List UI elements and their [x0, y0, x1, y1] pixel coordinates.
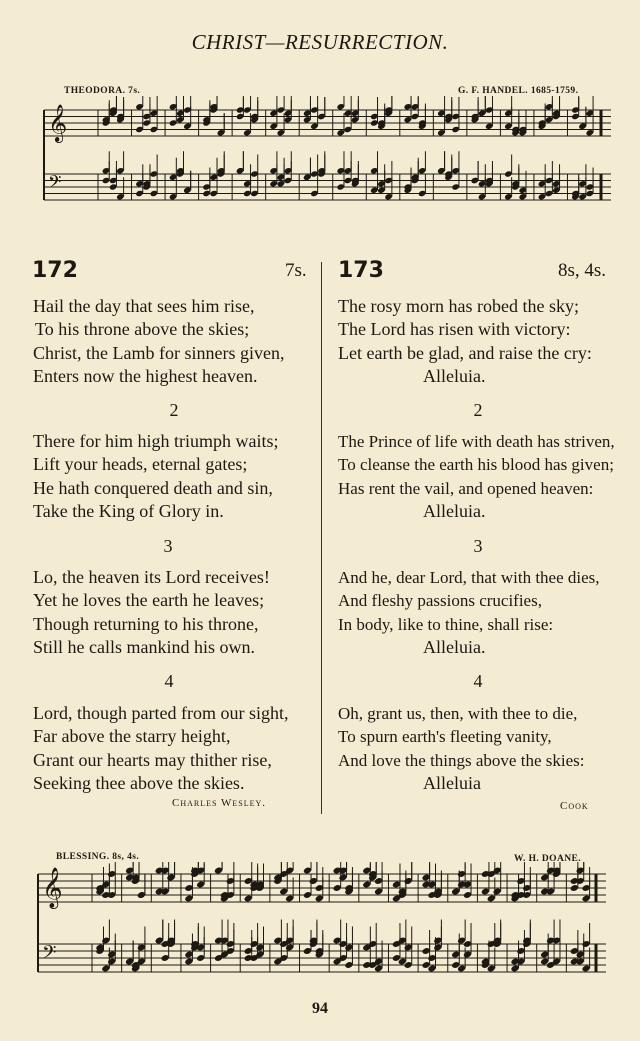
verse-line: Oh, grant us, then, with thee to die, — [338, 704, 578, 723]
meter-172: 7s. — [285, 260, 307, 281]
verse-line: And fleshy passions crucifies, — [338, 591, 542, 611]
page-number: 94 — [312, 1000, 328, 1017]
author-173: Cook — [560, 800, 589, 812]
verse-line: In body, like to thine, shall rise: — [338, 614, 554, 634]
score-top-svg — [40, 96, 615, 216]
verse-line: Lo, the heaven its Lord receives! — [33, 567, 270, 587]
meter-173: 8s, 4s. — [558, 260, 607, 281]
verse-line: He hath conquered death and sin, — [33, 477, 273, 498]
verse-line: Christ, the Lamb for sinners given, — [33, 342, 285, 363]
composer-bottom: W. H. DOANE. — [514, 854, 581, 864]
verse-line: Alleluia. — [423, 500, 486, 521]
verse-line: And he, dear Lord, that with thee dies, — [338, 568, 600, 587]
tune-name-bottom: BLESSING. 8s, 4s. — [56, 852, 140, 862]
stanza-number: 2 — [473, 400, 483, 420]
treble-clef-icon: 𝄞 — [42, 868, 63, 909]
author-172: Charles Wesley. — [172, 797, 267, 809]
hymn-173-stanza-3 — [338, 566, 600, 659]
verse-line: Lift your heads, eternal gates; — [33, 454, 248, 475]
verse-line: Hail the day that sees him rise, — [33, 296, 255, 316]
verse-line: Though returning to his throne, — [33, 613, 259, 634]
hymn-172-stanza-1 — [33, 295, 284, 388]
verse-line: Has rent the vail, and opened heaven: — [338, 478, 594, 498]
verse-line: Alleluia. — [423, 365, 486, 386]
verse-line: The Lord has risen with victory: — [338, 319, 571, 340]
verse-line: Still he calls mankind his own. — [33, 636, 255, 657]
stanza-number: 3 — [163, 536, 173, 556]
music-score-bottom — [34, 862, 610, 990]
verse-line: To spurn earth's fleeting vanity, — [338, 727, 552, 747]
stanza-number: 4 — [164, 671, 174, 691]
treble-clef-icon: 𝄞 — [48, 103, 68, 142]
score-bottom-svg — [34, 862, 610, 990]
verse-line: The rosy morn has robed the sky; — [338, 296, 579, 316]
bass-clef-icon: 𝄢 — [42, 942, 57, 969]
verse-line: Seeking thee above the skies. — [33, 772, 245, 793]
verse-line: Let earth be glad, and raise the cry: — [338, 342, 592, 363]
verse-line: There for him high triumph waits; — [33, 431, 279, 451]
verse-line: Take the King of Glory in. — [33, 500, 224, 521]
verse-line: Lord, though parted from our sight, — [33, 703, 289, 723]
verse-line: The Prince of life with death has striven, — [338, 432, 615, 451]
bass-clef-icon: 𝄢 — [48, 171, 62, 196]
stanza-number: 3 — [473, 536, 483, 556]
hymn-number-172: 172 — [32, 258, 78, 283]
hymn-172-stanza-4 — [33, 702, 288, 795]
tune-name-top: THEODORA. 7s. — [64, 86, 141, 96]
composer-top: G. F. HANDEL. 1685-1759. — [458, 86, 579, 96]
verse-line: Far above the starry height, — [33, 726, 231, 747]
verse-line: To cleanse the earth his blood has given; — [338, 455, 614, 475]
hymn-172-stanza-3 — [33, 566, 270, 659]
stanza-number: 2 — [169, 400, 179, 420]
verse-line: Yet he loves the earth he leaves; — [33, 590, 265, 611]
verse-line: And love the things above the skies: — [338, 750, 585, 770]
hymn-173-stanza-1 — [338, 295, 592, 388]
hymn-172-stanza-2 — [33, 430, 278, 523]
verse-line: To his throne above the skies; — [35, 319, 250, 340]
column-divider — [321, 262, 322, 814]
hymn-173-stanza-4 — [338, 702, 584, 795]
music-score-top — [40, 96, 615, 216]
hymn-173-stanza-2 — [338, 430, 615, 523]
hymn-number-173: 173 — [338, 258, 384, 283]
verse-line: Alleluia — [423, 772, 481, 793]
verse-line: Grant our hearts may thither rise, — [33, 749, 272, 770]
verse-line: Alleluia. — [423, 636, 486, 657]
stanza-number: 4 — [473, 671, 483, 691]
verse-line: Enters now the highest heaven. — [33, 365, 258, 386]
page-header: CHRIST—RESURRECTION. — [191, 30, 449, 54]
